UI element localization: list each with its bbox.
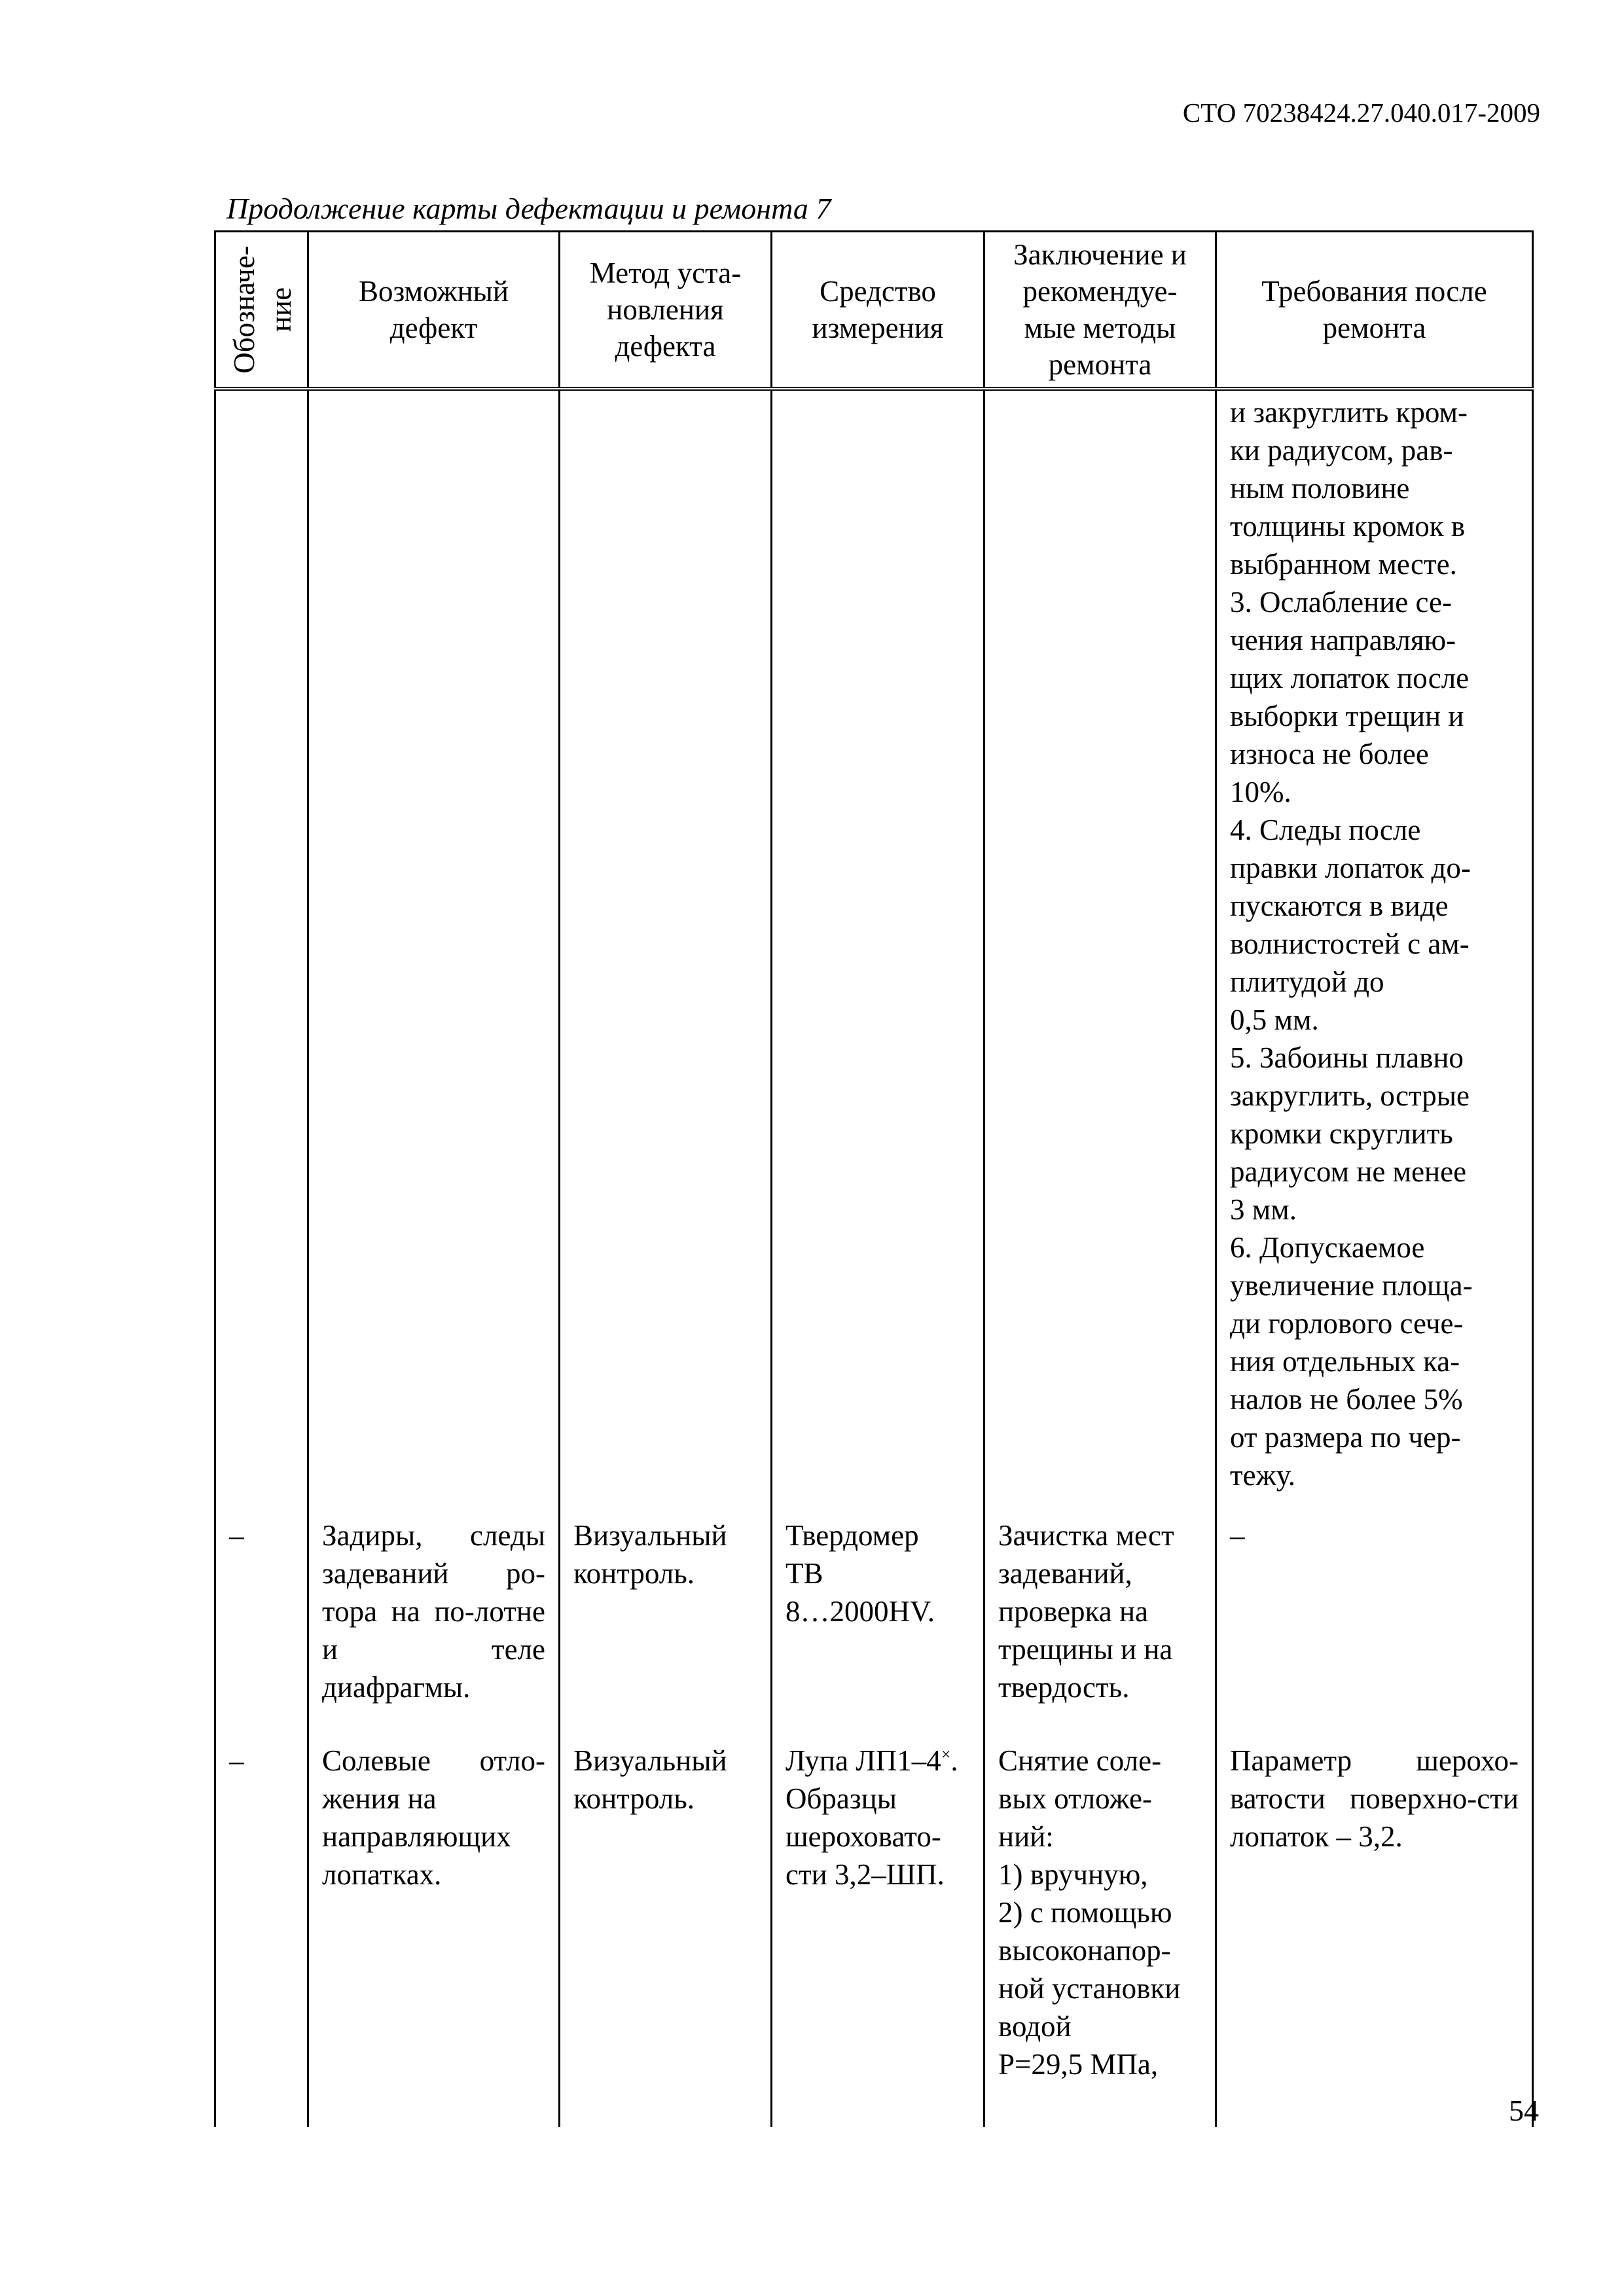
instrument-samples-text: . Образцы шероховато- сти 3,2–ШП.	[785, 1744, 958, 1891]
cell-designation	[215, 389, 308, 1516]
cell-instrument	[772, 1742, 984, 2127]
cell-instrument	[772, 389, 984, 1516]
header-conclusion-repair: Заключение и рекомендуе- мые методы ремонта	[984, 232, 1216, 389]
cell-conclusion	[984, 389, 1216, 1516]
header-post-repair-requirements: Требования после ремонта	[1216, 232, 1533, 389]
cell-requirements: и закруглить кром- ки радиусом, рав- ным половине толщины кромок в выбранном месте. 3. Ослабление се- чения направляю- щих лопаток после выборки трещин и износа не более 10%. 4. Следы после правки лопаток до- пускаются в виде волнистостей с ам- плитудой до 0,5 мм. 5. Забоины плавно закруглить, острые кромки скруглить радиусом не менее 3 мм. 6. Допускаемое увеличение площа- ди горлового сече- ния отдельных ка- налов не более 5% от размера по чер- тежу.	[1216, 389, 1533, 1516]
header-detection-method: Метод уста- новления дефекта	[560, 232, 772, 389]
cell-requirements: –	[1216, 1516, 1533, 1742]
cell-designation: –	[215, 1742, 308, 2127]
page-number: 54	[1509, 2094, 1539, 2127]
document-code: СТО 70238424.27.040.017-2009	[1182, 98, 1540, 128]
cell-method: Визуальный контроль.	[560, 1742, 772, 2127]
cell-defect: Солевые отло-жения на направляющих лопатках.	[308, 1742, 560, 2127]
cell-defect	[308, 389, 560, 1516]
defect-repair-table	[214, 230, 1534, 2127]
conclusion-salt-removal: Снятие соле-вых отложе-ний:	[998, 1744, 1162, 1853]
magnification-symbol: ×	[941, 1745, 951, 1764]
cell-method: Визуальный контроль.	[560, 1516, 772, 1742]
cell-requirements: Параметр шерохо-ватости поверхно-сти лопаток – 3,2.	[1216, 1742, 1533, 2127]
table-row	[215, 389, 1533, 1516]
table-header-row	[215, 232, 1533, 389]
header-designation-label: Обозначе- ние	[228, 245, 297, 374]
table-caption: Продолжение карты дефектации и ремонта 7	[226, 192, 831, 225]
header-possible-defect: Возможный дефект	[308, 232, 560, 389]
cell-method	[560, 389, 772, 1516]
table-row	[215, 1516, 1533, 1742]
cell-instrument: Твердомер ТВ 8…2000HV.	[772, 1516, 984, 1742]
cell-designation: –	[215, 1516, 308, 1742]
conclusion-methods-list: 1) вручную, 2) с помощью высоконапор- ной установки водой Р=29,5 МПа,	[998, 1858, 1181, 2081]
header-designation	[215, 232, 308, 389]
instrument-magnifier-text: Лупа ЛП1–4	[785, 1744, 941, 1777]
cell-defect: Задиры, следы задеваний ро-тора на по-лотне и теле диафрагмы.	[308, 1516, 560, 1742]
cell-conclusion: Зачистка мест задеваний, проверка на трещины и на твердость.	[984, 1516, 1216, 1742]
table-row	[215, 1742, 1533, 2127]
cell-conclusion	[984, 1742, 1216, 2127]
header-measuring-instrument: Средство измерения	[772, 232, 984, 389]
